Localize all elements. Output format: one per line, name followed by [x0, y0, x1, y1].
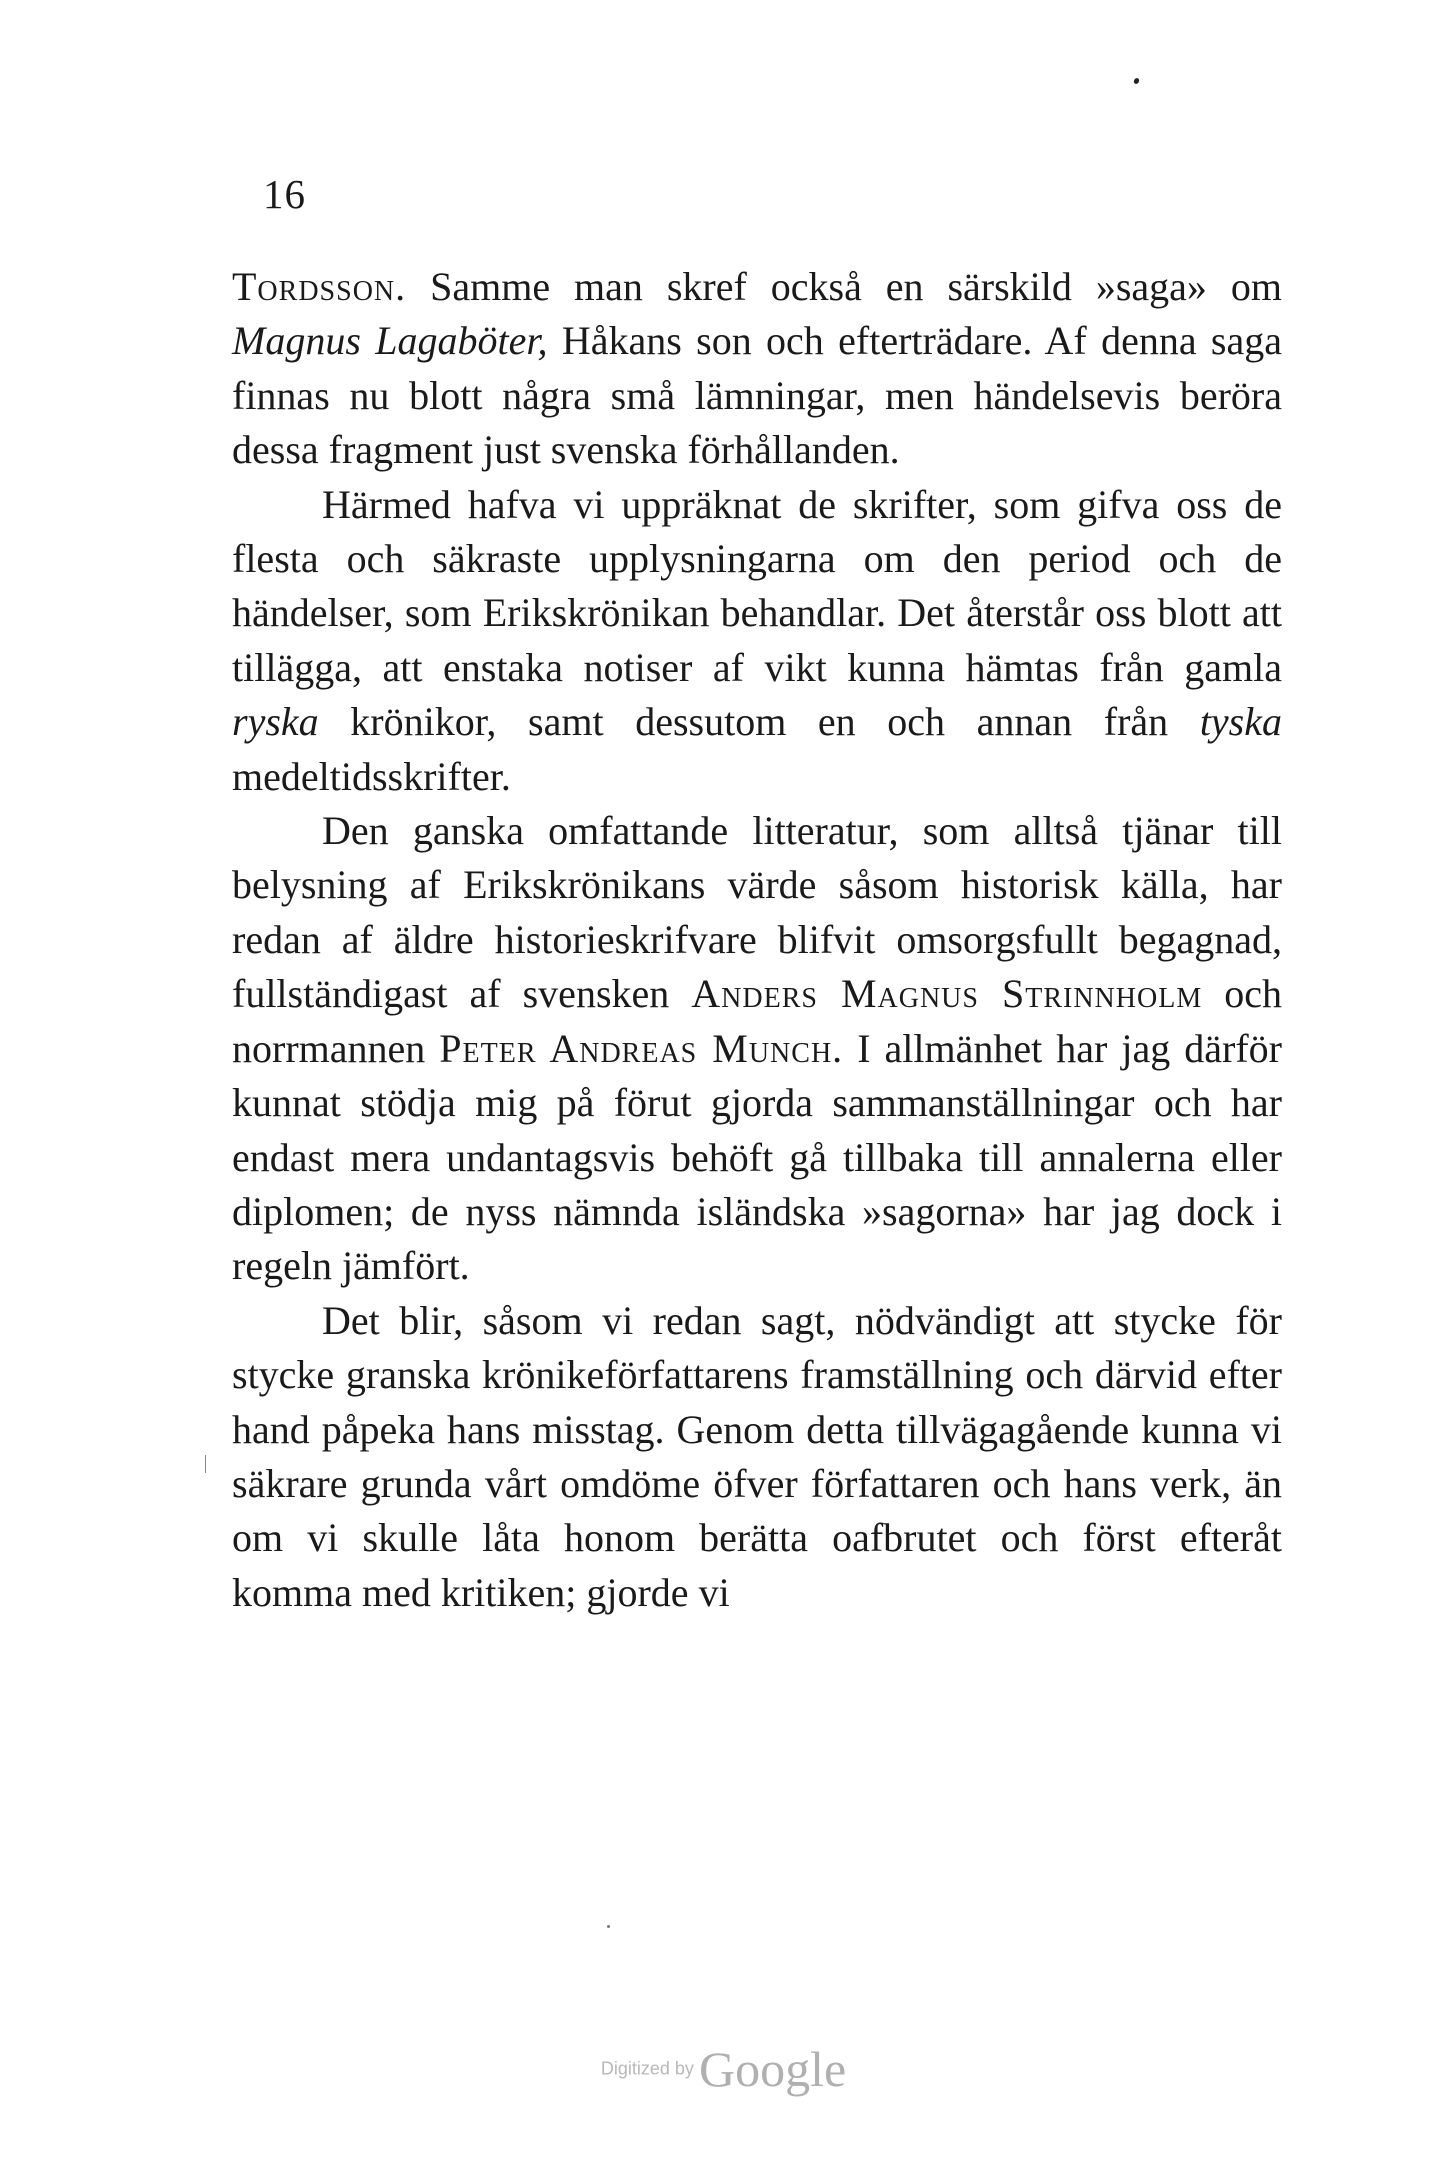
segment: krönikor, samt dessutom en och annan från: [318, 699, 1200, 745]
segment: Den ganska omfattande litteratur, som alltså tjänar till belysning af Erikskrönikans värde såsom historisk källa, har redan af äldre historieskrifvare blifvit omsorgsfullt begagnad, fullständigast af svensken: [232, 808, 1282, 1017]
segment: Magnus Lagaböter,: [232, 318, 548, 364]
paragraph-3: [232, 804, 1282, 1294]
segment: Härmed hafva vi uppräknat de skrifter, som gifva oss de flesta och säkraste upplysningarna om den period och de händelser, som Erikskrönikan behandlar. Det återstår oss blott att tillägga, att enstaka notiser af vikt kunna hämtas från gamla: [232, 481, 1282, 690]
segment: och norrmannen: [232, 971, 1282, 1071]
digitized-watermark: [0, 2040, 1447, 2098]
segment: Håkans son och efterträdare. Af denna saga finnas nu blott några små lämningar, men händelsevis beröra dessa fragment just svenska förhållanden.: [232, 318, 1283, 473]
segment: Peter Andreas Munch.: [439, 1025, 844, 1071]
ink-speck: [1133, 77, 1140, 85]
page-number: 16: [263, 171, 306, 217]
digitized-label: Digitized by: [600, 2058, 694, 2079]
paragraph-1: [232, 260, 1282, 478]
body-text: [232, 260, 1282, 1620]
paragraph-2: [232, 478, 1282, 804]
ink-dot: [607, 1925, 610, 1928]
segment: Tordsson.: [232, 264, 407, 309]
segment: tyska: [1199, 699, 1282, 745]
segment: ryska: [232, 699, 319, 745]
google-logo: Google: [698, 2041, 847, 2097]
segment: Det blir, såsom vi redan sagt, nödvändigt att stycke för stycke granska krönikeförfattarens framställning och därvid efter hand påpeka hans misstag. Genom detta tillvägagående kunna vi säkrare grunda vårt omdöme öfver författaren och hans verk, än om vi skulle låta honom berätta oafbrutet och först efteråt komma med kritiken; gjorde vi: [232, 1297, 1282, 1615]
segment: Samme man skref också en särskild »saga» om: [406, 264, 1282, 309]
segment: Anders Magnus Strinnholm: [691, 971, 1203, 1017]
margin-mark: [205, 1455, 206, 1473]
paragraph-4: [232, 1294, 1282, 1620]
segment: medeltidsskrifter.: [232, 753, 511, 799]
segment: I allmänhet har jag därför kunnat stödja mig på förut gjorda sammanställningar och har endast mera undantagsvis behöft gå tillbaka till annalerna eller diplomen; de nyss nämnda isländska »sagorna» har jag dock i regeln jämfört.: [232, 1025, 1282, 1289]
